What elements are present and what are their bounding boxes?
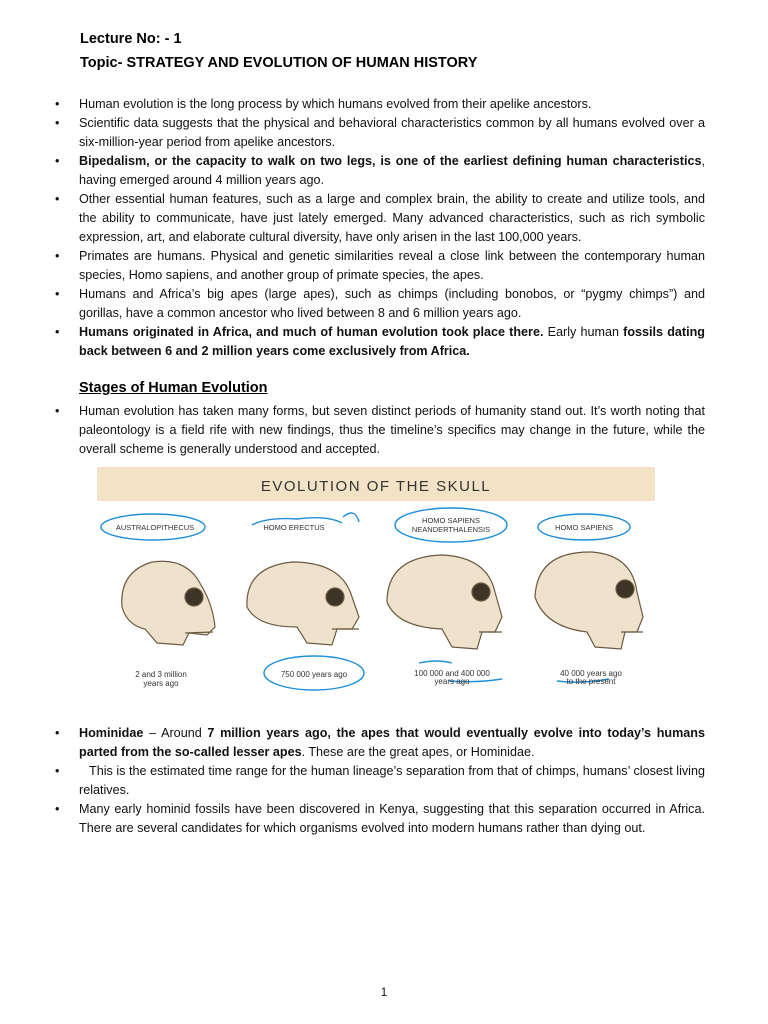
age-label: 100 000 and 400 000 [414, 669, 490, 678]
list-item: • Hominidae – Around 7 million years ago, the apes that would eventually evolve into today’s humans parted from the so-called lesser apes. These are the great apes, or Hominidae. [55, 724, 705, 762]
list-item: • Human evolution is the long process by which humans evolved from their apelike ancestors. [55, 95, 705, 114]
lecture-topic: Topic- STRATEGY AND EVOLUTION OF HUMAN HISTORY [80, 55, 478, 71]
list-item: • Scientific data suggests that the physical and behavioral characteristics common by all humans evolved over a six-million-year period from apelike ancestors. [55, 114, 705, 152]
species-label: HOMO SAPIENS [555, 523, 613, 532]
list-item: • Primates are humans. Physical and genetic similarities reveal a close link between the contemporary human species, Homo sapiens, and another group of primate species, the apes. [55, 247, 705, 285]
age-label: to the present [566, 677, 616, 686]
page-number: 1 [380, 985, 388, 999]
age-label: 40 000 years ago [560, 669, 622, 678]
section-heading: Stages of Human Evolution [79, 380, 268, 396]
species-label: AUSTRALOPITHECUS [115, 523, 195, 532]
intro-bullet-list [55, 95, 705, 361]
species-label: HOMO ERECTUS [263, 523, 325, 532]
age-label: years ago [434, 677, 470, 686]
list-item: • Human evolution has taken many forms, but seven distinct periods of humanity stand out. It’s worth noting that paleontology is a field rife with new findings, thus the timeline’s specifics may change in the future, while the overall scheme is generally understood and accepted. [55, 402, 705, 459]
species-label: HOMO SAPIENS [422, 516, 480, 525]
list-item: • Many early hominid fossils have been discovered in Kenya, suggesting that this separation occurred in Africa. There are several candidates for which organisms evolved into modern humans rather than dying out. [55, 800, 705, 838]
list-item: • Bipedalism, or the capacity to walk on two legs, is one of the earliest defining human characteristics, having emerged around 4 million years ago. [55, 152, 705, 190]
lecture-number: Lecture No: - 1 [80, 31, 182, 47]
species-label: NEANDERTHALENSIS [411, 525, 491, 534]
age-label: 750 000 years ago [280, 670, 348, 679]
skull-evolution-figure [97, 467, 655, 695]
figure-title: EVOLUTION OF THE SKULL [260, 478, 492, 495]
list-item: • This is the estimated time range for the human lineage’s separation from that of chimps, humans’ closest living relatives. [55, 762, 705, 800]
age-label: years ago [143, 679, 179, 688]
list-item: • Humans and Africa’s big apes (large apes), such as chimps (including bonobos, or “pygmy chimps”) and gorillas, have a common ancestor who lived between 8 and 6 million years ago. [55, 285, 705, 323]
list-item: • Humans originated in Africa, and much of human evolution took place there. Early human fossils dating back between 6 and 2 million years come exclusively from Africa. [55, 323, 705, 361]
list-item: • Other essential human features, such as a large and complex brain, the ability to create and utilize tools, and the ability to communicate, have just lately emerged. Many advanced characteristics, such as rich symbolic expression, art, and elaborate cultural diversity, have only arisen in the last 100,000 years. [55, 190, 705, 247]
age-label: 2 and 3 million [135, 670, 187, 679]
stages-bullet-list [55, 402, 705, 459]
closing-bullet-list [55, 724, 705, 838]
